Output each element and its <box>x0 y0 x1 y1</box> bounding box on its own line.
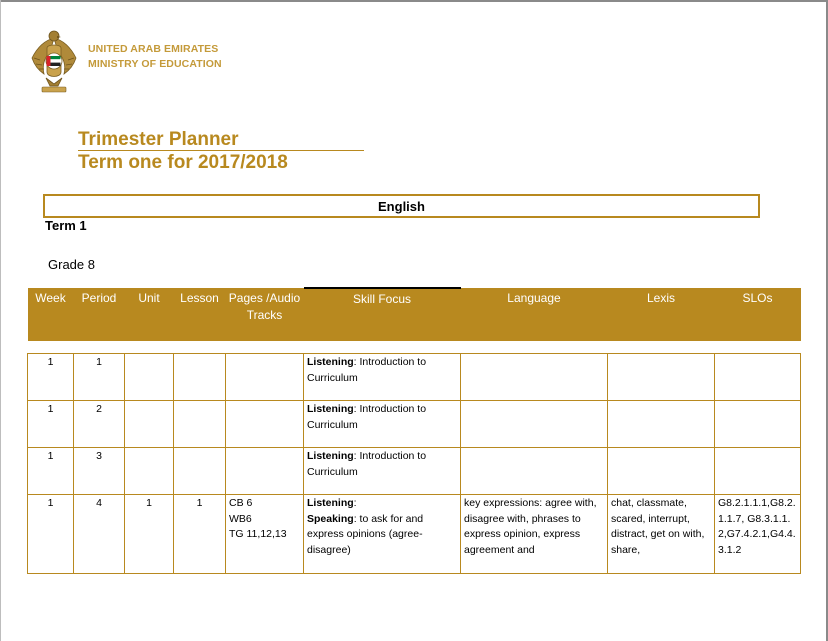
pages-line: CB 6 <box>229 497 253 509</box>
column-header-skill-focus: Skill Focus <box>304 288 461 341</box>
title-line1: Trimester Planner <box>78 129 239 150</box>
column-header-pages: Pages /Audio Tracks <box>226 288 304 341</box>
cell-lesson <box>174 401 226 448</box>
cell-period: 2 <box>74 401 125 448</box>
cell-week: 1 <box>28 495 74 574</box>
column-header-lesson: Lesson <box>174 288 226 341</box>
cell-lexis <box>608 448 715 495</box>
page-title <box>78 128 288 174</box>
cell-lexis <box>608 354 715 401</box>
skill-label: Listening <box>307 403 354 415</box>
column-header-language: Language <box>461 288 608 341</box>
pages-line: WB6 <box>229 512 252 525</box>
uae-eagle-emblem-icon <box>28 28 80 94</box>
cell-skill-focus <box>304 495 461 574</box>
org-line1: UNITED ARAB EMIRATES <box>88 43 219 55</box>
table-row <box>28 401 801 448</box>
skill-label: Listening <box>307 497 354 509</box>
page-border-left <box>0 0 1 641</box>
page-border-top <box>0 0 828 2</box>
skill-label: Listening <box>307 356 354 368</box>
org-line2: MINISTRY OF EDUCATION <box>88 58 222 70</box>
term-label: Term 1 <box>45 218 87 233</box>
ministry-name <box>88 42 222 72</box>
column-header-period: Period <box>74 288 125 341</box>
cell-pages <box>226 448 304 495</box>
cell-language <box>461 354 608 401</box>
column-header-lexis: Lexis <box>608 288 715 341</box>
skill-text: : Introduction to Curriculum <box>307 356 427 384</box>
cell-lexis: chat, classmate, scared, interrupt, distract, get on with, share, <box>608 495 715 574</box>
cell-slos <box>715 401 801 448</box>
planner-table <box>27 287 801 574</box>
skill-text: : Introduction to Curriculum <box>307 403 427 431</box>
skill-text-2: : to ask for and express opinions (agree-disagree) <box>307 512 424 556</box>
cell-week: 1 <box>28 354 74 401</box>
cell-unit <box>125 354 174 401</box>
cell-language: key expressions: agree with, disagree with, phrases to express opinion, express agreement and <box>461 495 608 574</box>
cell-lesson <box>174 448 226 495</box>
grade-label: Grade 8 <box>48 257 95 272</box>
skill-text: : Introduction to Curriculum <box>307 450 427 478</box>
spacer-cell <box>28 341 801 354</box>
cell-period: 3 <box>74 448 125 495</box>
header-spacer-row <box>28 341 801 354</box>
cell-lesson <box>174 354 226 401</box>
cell-unit <box>125 448 174 495</box>
cell-unit: 1 <box>125 495 174 574</box>
cell-unit <box>125 401 174 448</box>
title-line2: Term one for 2017/2018 <box>78 152 288 173</box>
column-header-slos: SLOs <box>715 288 801 341</box>
cell-language <box>461 401 608 448</box>
cell-period: 1 <box>74 354 125 401</box>
cell-skill-focus <box>304 401 461 448</box>
skill-text: : <box>353 497 357 509</box>
cell-week: 1 <box>28 401 74 448</box>
cell-slos: G8.2.1.1.1,G8.2.1.1.7, G8.3.1.1.2,G7.4.2.1,G4.4.3.1.2 <box>715 495 801 574</box>
pages-line: TG 11,12,13 <box>229 528 287 540</box>
cell-week: 1 <box>28 448 74 495</box>
cell-lesson: 1 <box>174 495 226 574</box>
table-row <box>28 495 801 574</box>
table-header-row <box>28 288 801 341</box>
column-header-unit: Unit <box>125 288 174 341</box>
cell-pages <box>226 495 304 574</box>
cell-skill-focus <box>304 354 461 401</box>
table-row <box>28 448 801 495</box>
column-header-week: Week <box>28 288 74 341</box>
cell-language <box>461 448 608 495</box>
skill-label-2: Speaking <box>307 512 354 525</box>
subject-box: English <box>43 194 760 218</box>
cell-pages <box>226 354 304 401</box>
skill-label: Listening <box>307 450 354 462</box>
table-row <box>28 354 801 401</box>
title-underline <box>78 150 364 151</box>
cell-pages <box>226 401 304 448</box>
cell-slos <box>715 354 801 401</box>
cell-lexis <box>608 401 715 448</box>
cell-period: 4 <box>74 495 125 574</box>
cell-slos <box>715 448 801 495</box>
cell-skill-focus <box>304 448 461 495</box>
